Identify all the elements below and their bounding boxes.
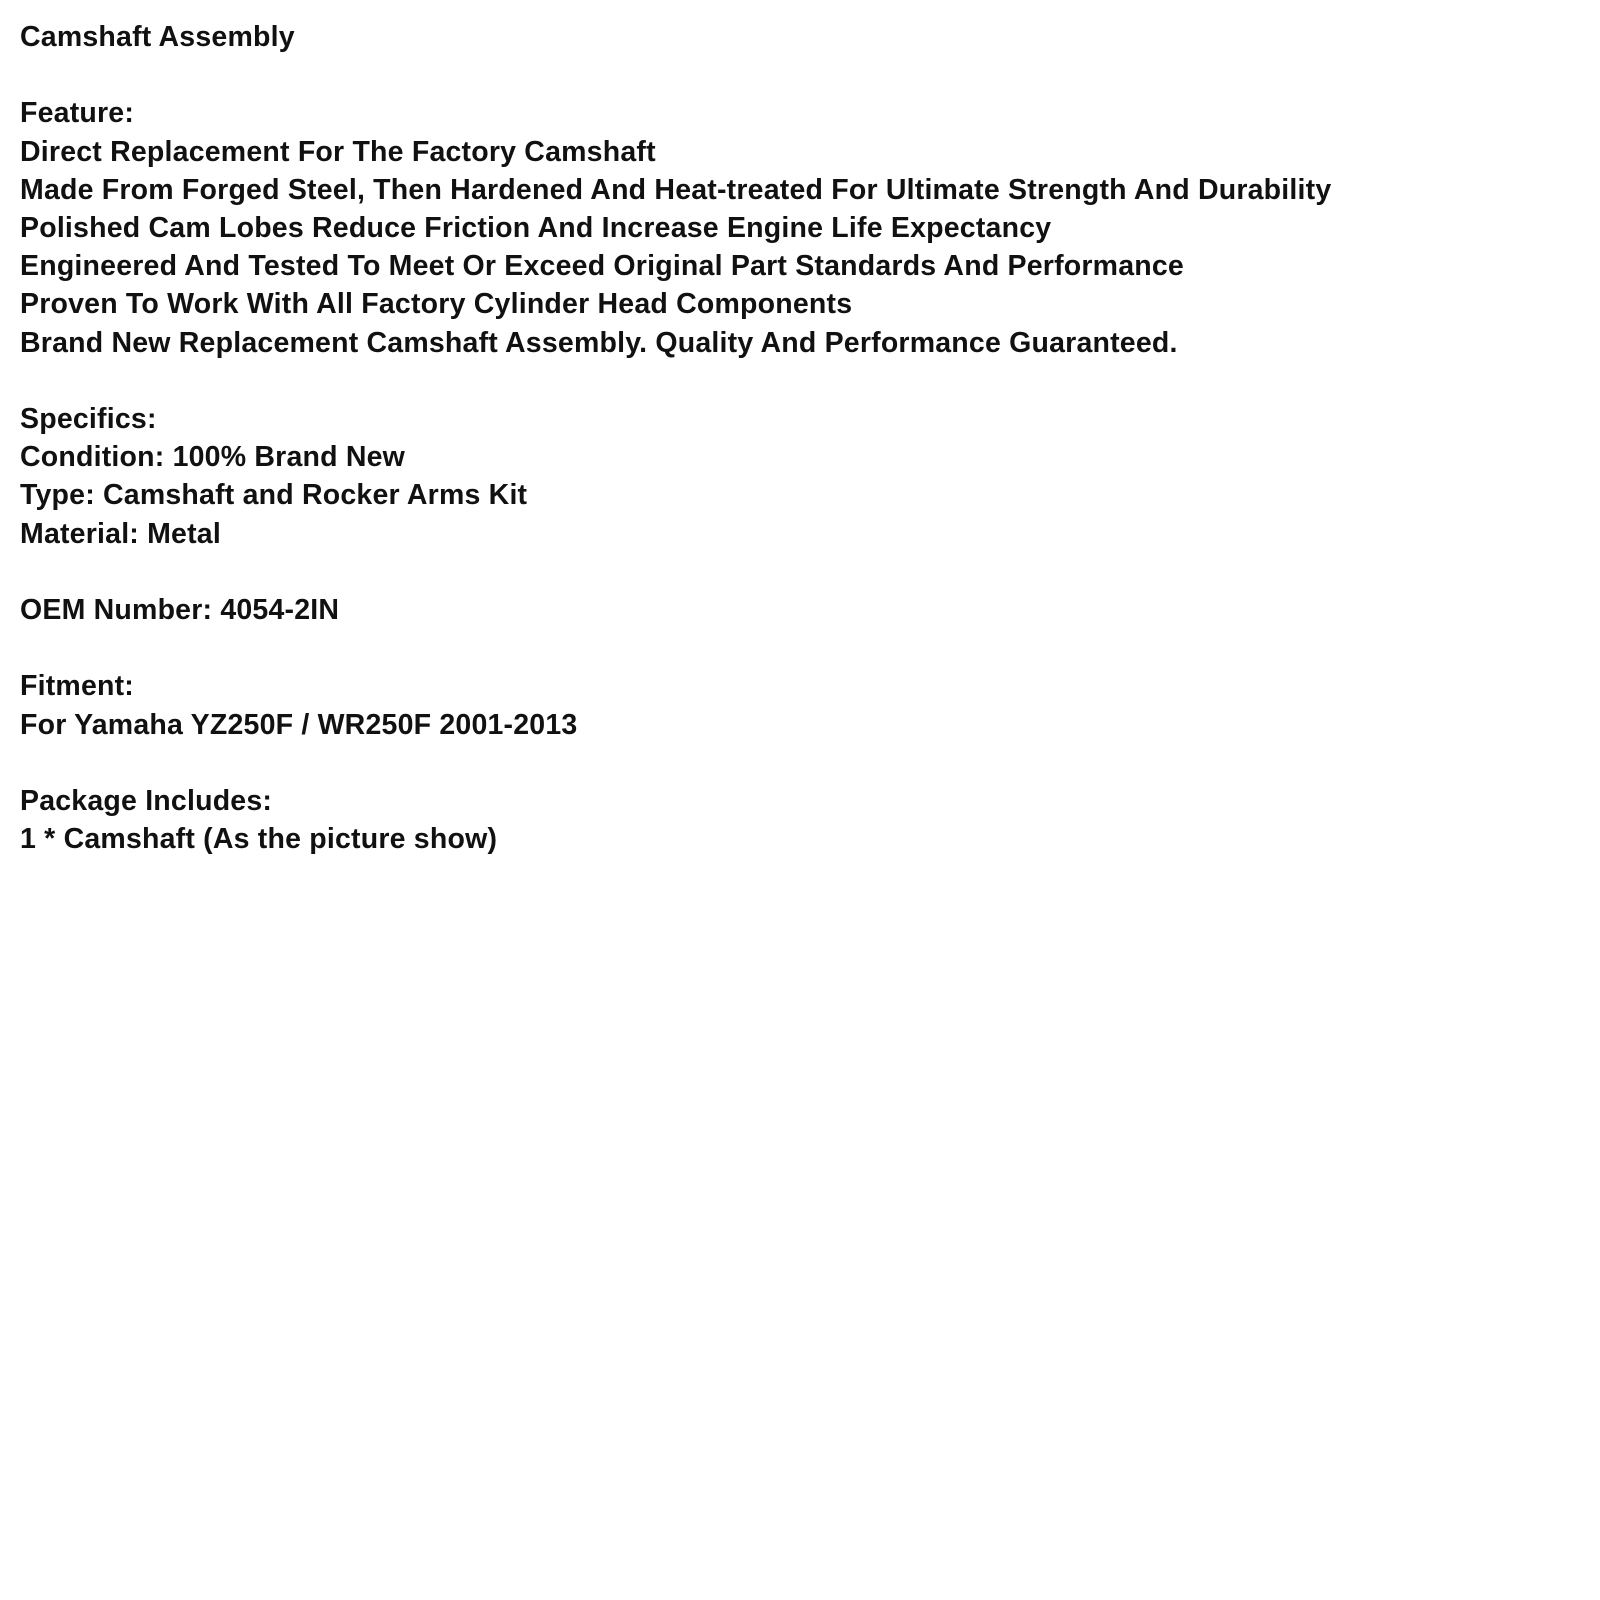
specifics-item: Type: Camshaft and Rocker Arms Kit [20,479,528,512]
feature-item: Direct Replacement For The Factory Camshaft [20,135,656,168]
specifics-section [20,400,1580,553]
spacer [20,553,1580,591]
package-heading: Package Includes: [20,784,273,817]
feature-item: Brand New Replacement Camshaft Assembly. Quality And Performance Guaranteed. [20,326,1178,359]
spacer [20,744,1580,782]
fitment-heading: Fitment: [20,670,134,703]
spacer [20,56,1580,94]
oem-number: OEM Number: 4054-2IN [20,594,340,626]
product-description [20,18,1580,858]
specifics-heading: Specifics: [20,403,157,435]
feature-item: Made From Forged Steel, Then Hardened And Heat-treated For Ultimate Strength And Durability [20,173,1332,206]
fitment-section [20,667,1580,743]
spacer [20,362,1580,400]
specifics-item: Material: Metal [20,517,221,550]
feature-section [20,94,1580,361]
specifics-item: Condition: 100% Brand New [20,441,406,474]
feature-item: Proven To Work With All Factory Cylinder Head Components [20,288,853,321]
document-title: Camshaft Assembly [20,21,295,53]
fitment-item: For Yamaha YZ250F / WR250F 2001-2013 [20,708,578,741]
package-item: 1 * Camshaft (As the picture show) [20,823,498,856]
spacer [20,629,1580,667]
feature-heading: Feature: [20,97,135,130]
package-section [20,782,1580,858]
feature-item: Polished Cam Lobes Reduce Friction And Increase Engine Life Expectancy [20,212,1052,244]
feature-item: Engineered And Tested To Meet Or Exceed Original Part Standards And Performance [20,250,1184,283]
